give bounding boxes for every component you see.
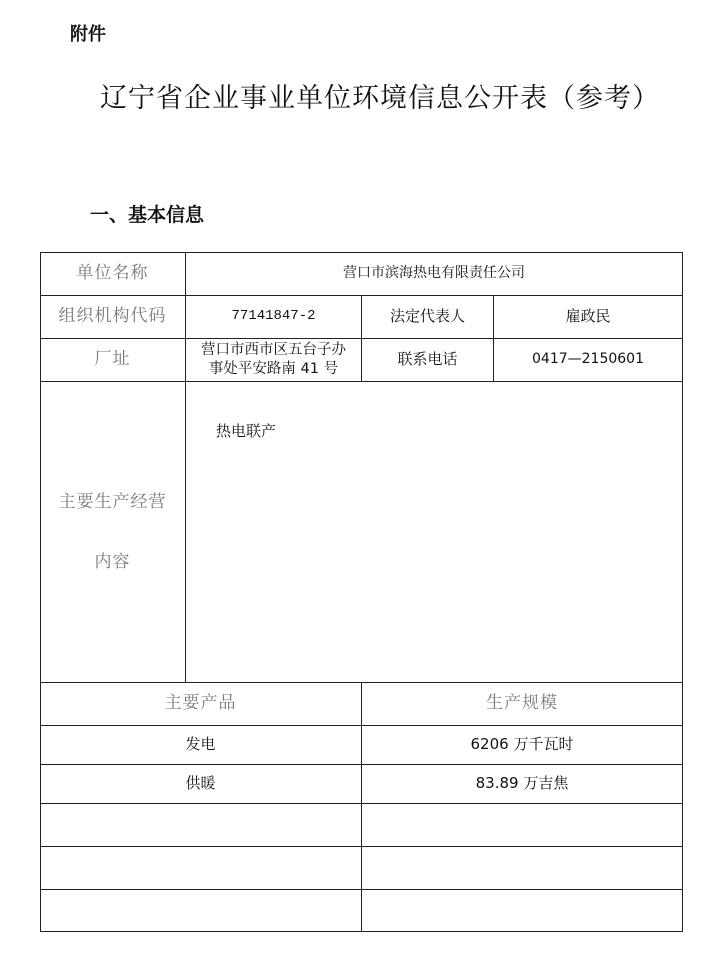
unit-name-value: 营口市滨海热电有限责任公司 — [343, 265, 525, 281]
product-header: 主要产品 — [164, 693, 237, 713]
business-label — [40, 382, 185, 682]
scale-cell — [362, 846, 682, 889]
org-code-label: 组织机构代码 — [58, 306, 167, 326]
product-cell — [40, 803, 361, 846]
legal-rep-label: 法定代表人 — [389, 307, 465, 325]
product-cell — [40, 846, 361, 889]
address-label: 厂址 — [94, 349, 131, 369]
address-value — [186, 338, 361, 381]
section-heading: 一、基本信息 — [90, 204, 205, 226]
org-code-value: 77141847-2 — [231, 308, 316, 324]
scale-header: 生产规模 — [486, 693, 558, 713]
scale-cell — [362, 803, 682, 846]
phone-label: 联系电话 — [397, 350, 458, 368]
unit-name-label: 单位名称 — [76, 263, 149, 283]
table-border-right — [682, 252, 683, 932]
legal-rep-value: 雇政民 — [565, 307, 611, 325]
attachment-label: 附件 — [70, 24, 106, 45]
business-content: 热电联产 — [216, 421, 277, 440]
product-cell — [40, 889, 361, 931]
business-label-line-2: 内容 — [94, 552, 131, 572]
scale-cell: 83.89 万吉焦 — [475, 774, 569, 792]
document-title: 辽宁省企业事业单位环境信息公开表（参考） — [100, 83, 660, 114]
product-cell: 发电 — [185, 735, 216, 753]
phone-value: 0417—2150601 — [532, 351, 644, 367]
address-line-1: 营口市西市区五台子办 — [201, 341, 346, 358]
product-cell: 供暖 — [185, 774, 216, 792]
address-line-2: 事处平安路南 41 号 — [208, 360, 339, 377]
basic-info-table — [40, 252, 683, 932]
business-label-line-1: 主要生产经营 — [58, 492, 167, 512]
scale-cell: 6206 万千瓦时 — [470, 735, 574, 753]
scale-cell — [362, 889, 682, 931]
